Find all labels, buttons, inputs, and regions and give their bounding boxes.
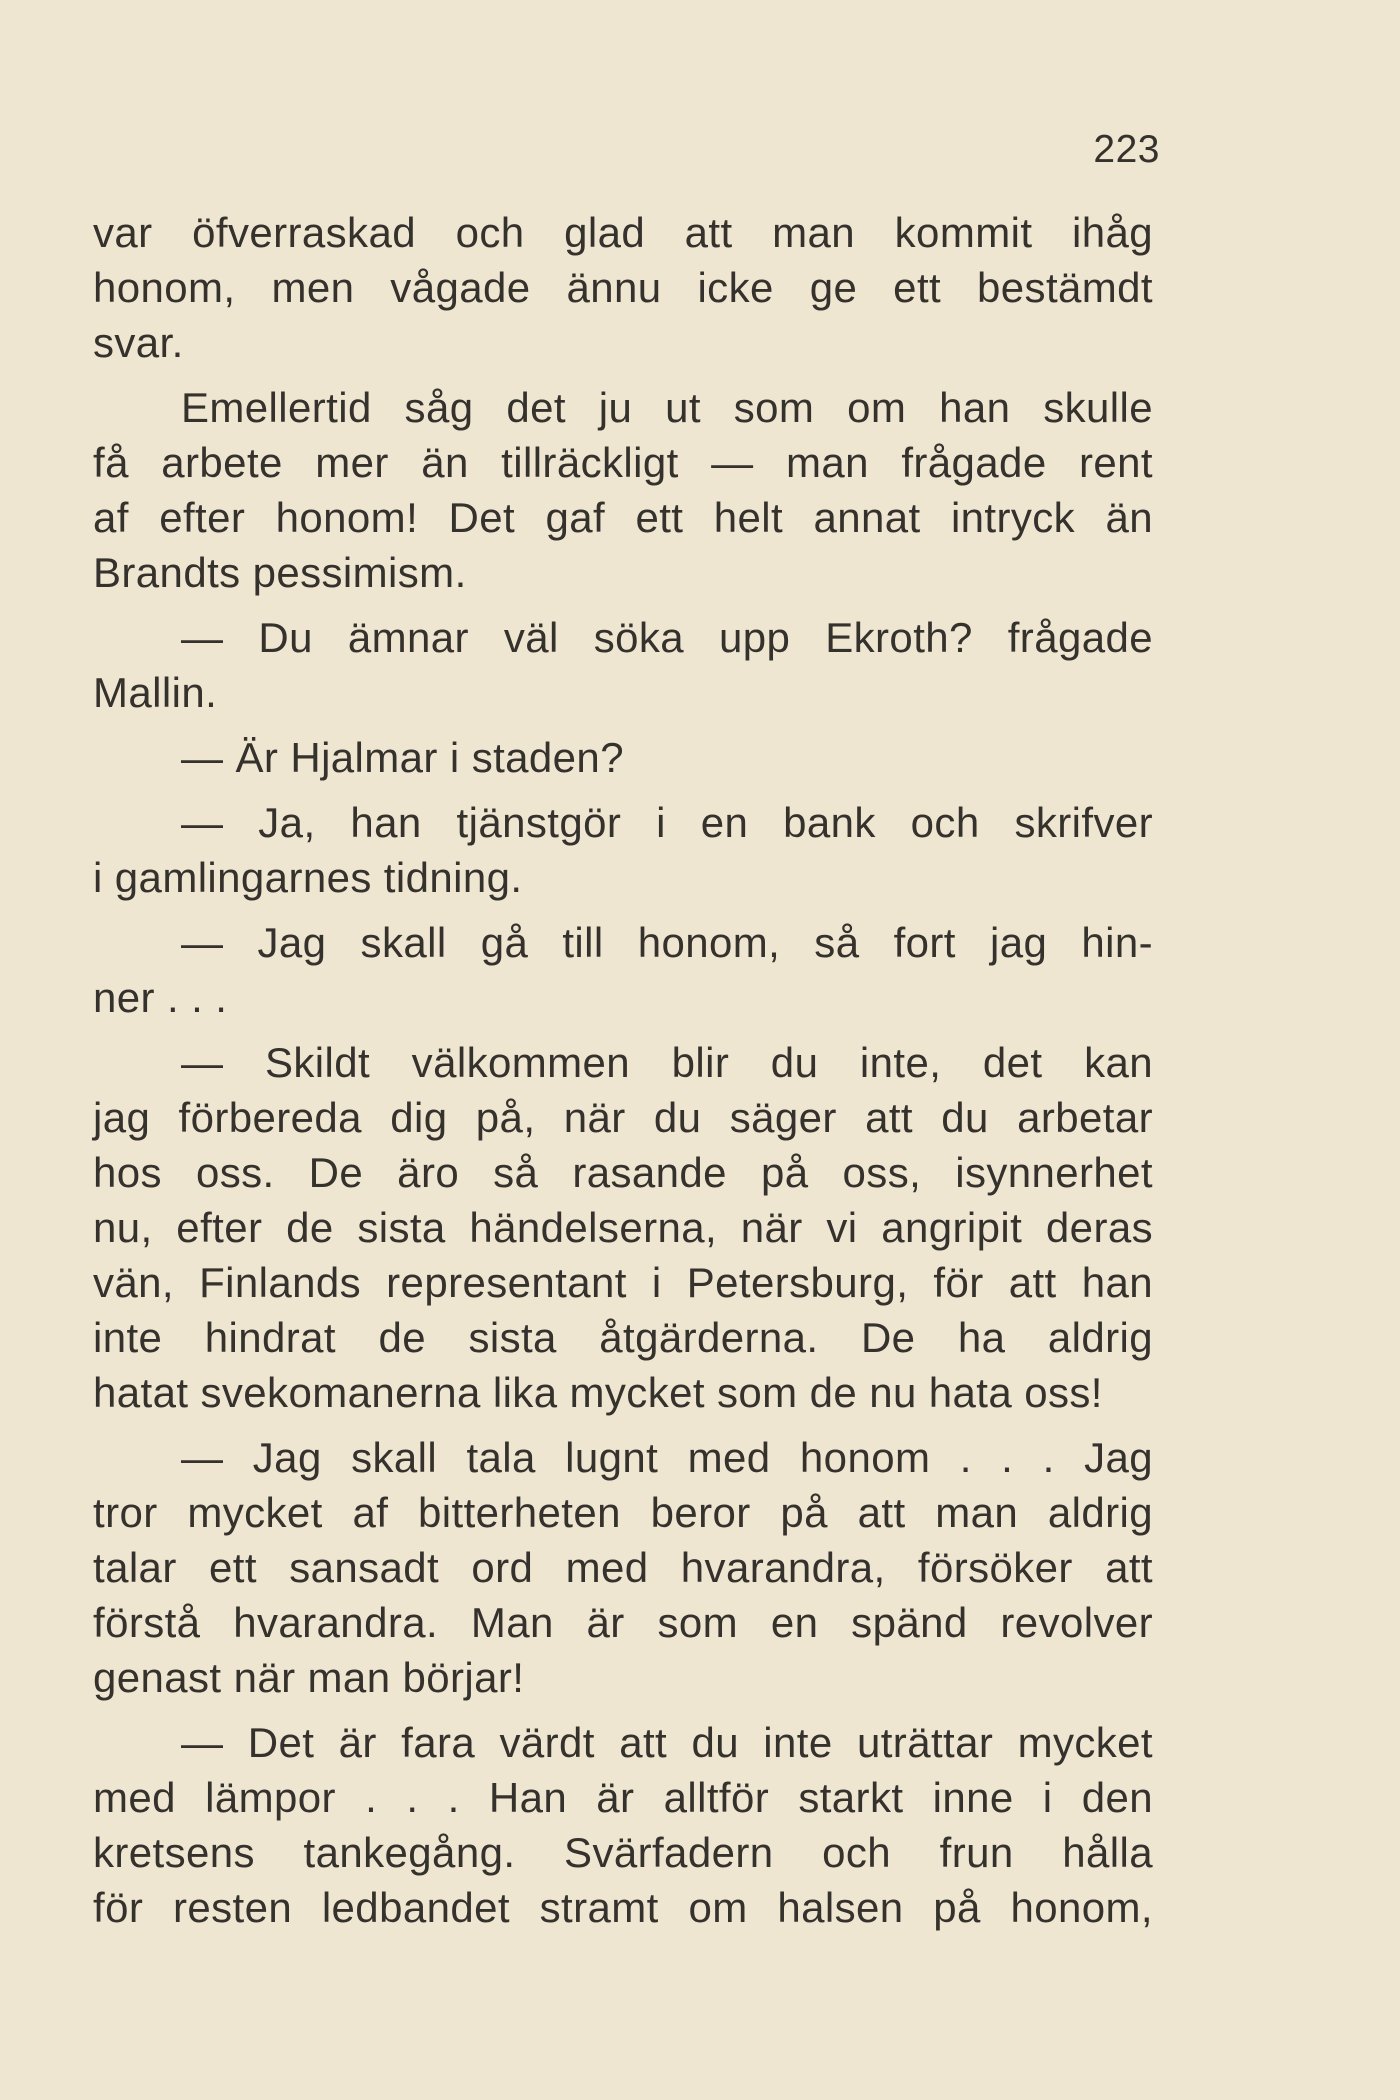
- text-line: svar.: [93, 319, 184, 366]
- paragraph-gap: [93, 370, 1153, 380]
- text-line: — Jag skall gå till honom, så fort jag hin-: [181, 919, 1153, 966]
- paragraph-gap: [93, 1705, 1153, 1715]
- text-line: ner . . .: [93, 974, 228, 1021]
- text-line: jag förbereda dig på, när du säger att du arbetar: [93, 1094, 1153, 1141]
- text-line: honom, men vågade ännu icke ge ett bestämdt: [93, 264, 1153, 311]
- text-line: tror mycket af bitterheten beror på att man aldrig: [93, 1489, 1153, 1536]
- text-line: i gamlingarnes tidning.: [93, 854, 523, 901]
- text-line: Brandts pessimism.: [93, 549, 467, 596]
- text-line: inte hindrat de sista åtgärderna. De ha aldrig: [93, 1314, 1153, 1361]
- text-line: kretsens tankegång. Svärfadern och frun hålla: [93, 1829, 1153, 1876]
- text-line: för resten ledbandet stramt om halsen på honom,: [93, 1884, 1153, 1931]
- text-line: — Ja, han tjänstgör i en bank och skrifver: [181, 799, 1153, 846]
- text-line: nu, efter de sista händelserna, när vi angripit deras: [93, 1204, 1153, 1251]
- text-line: var öfverraskad och glad att man kommit ihåg: [93, 209, 1153, 256]
- paragraph-gap: [93, 785, 1153, 795]
- text-line: af efter honom! Det gaf ett helt annat intryck än: [93, 494, 1153, 541]
- page-body-text: [93, 205, 1153, 1935]
- text-line: Mallin.: [93, 669, 218, 716]
- text-line: genast när man börjar!: [93, 1654, 525, 1701]
- text-line: förstå hvarandra. Man är som en spänd revolver: [93, 1599, 1153, 1646]
- text-line: — Skildt välkommen blir du inte, det kan: [181, 1039, 1153, 1086]
- paragraph-gap: [93, 1420, 1153, 1430]
- paragraph-gap: [93, 720, 1153, 730]
- paragraph-gap: [93, 1025, 1153, 1035]
- text-line: Emellertid såg det ju ut som om han skulle: [181, 384, 1153, 431]
- paragraph-gap: [93, 905, 1153, 915]
- text-line: — Jag skall tala lugnt med honom . . . Jag: [181, 1434, 1153, 1481]
- text-line: hatat svekomanerna lika mycket som de nu hata oss!: [93, 1369, 1103, 1416]
- text-line: talar ett sansadt ord med hvarandra, försöker att: [93, 1544, 1153, 1591]
- text-line: få arbete mer än tillräckligt — man frågade rent: [93, 439, 1153, 486]
- text-line: — Du ämnar väl söka upp Ekroth? frågade: [181, 614, 1153, 661]
- text-line: hos oss. De äro så rasande på oss, isynnerhet: [93, 1149, 1153, 1196]
- text-line: — Det är fara värdt att du inte uträttar mycket: [181, 1719, 1153, 1766]
- text-line: — Är Hjalmar i staden?: [181, 734, 624, 781]
- text-line: med lämpor . . . Han är alltför starkt inne i den: [93, 1774, 1153, 1821]
- page-number: 223: [1093, 128, 1160, 171]
- paragraph-gap: [93, 600, 1153, 610]
- text-line: vän, Finlands representant i Petersburg, för att han: [93, 1259, 1153, 1306]
